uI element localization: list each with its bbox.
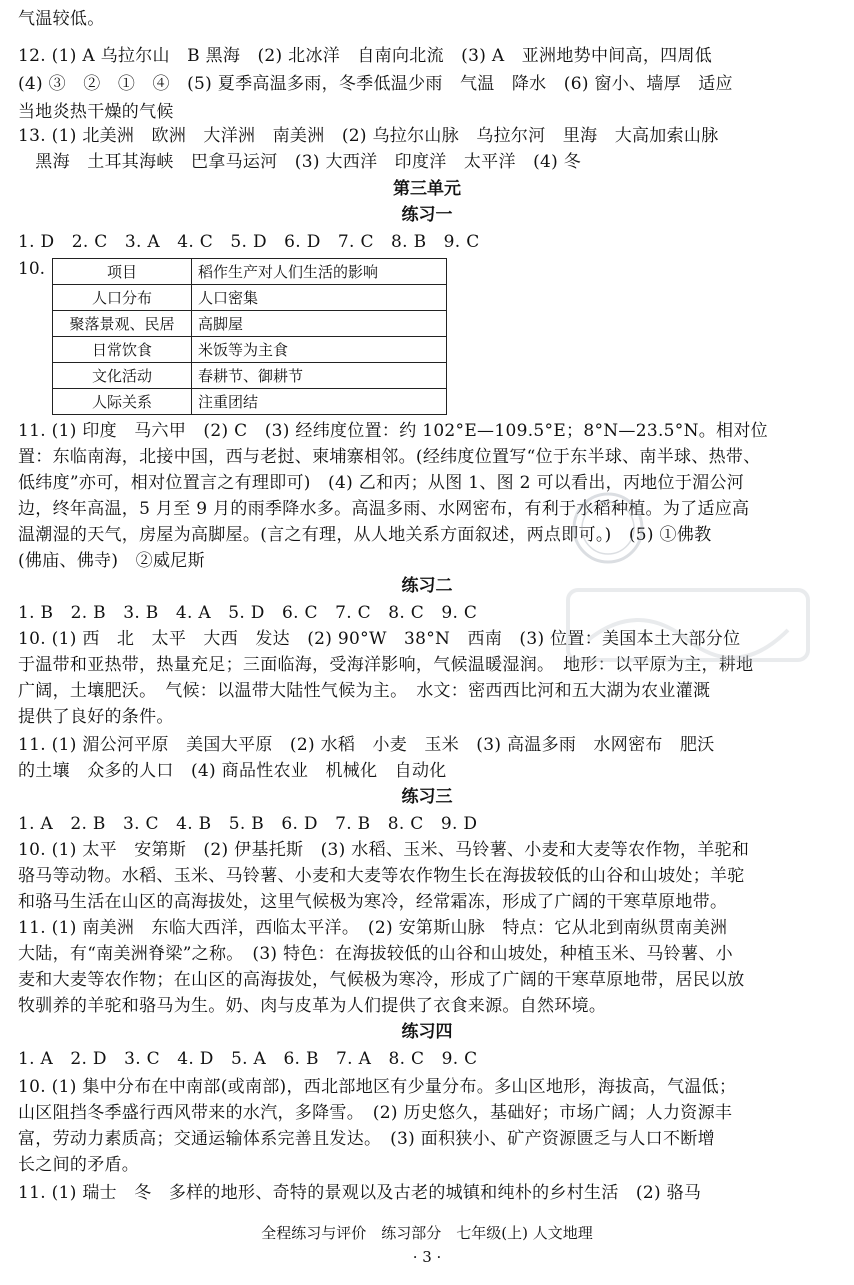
table-cell: 人口密集 (192, 285, 447, 311)
text-line: 的土壤 众多的人口 (4) 商品性农业 机械化 自动化 (18, 761, 447, 781)
text-line: (4) ③ ② ① ④ (5) 夏季高温多雨，冬季低温少雨 气温 降水 (6) 窗小、墙厚 适应 (18, 74, 733, 94)
text-line: 和骆马生活在山区的高海拔处，这里气候极为寒冷，经常霜冻，形成了广阔的干寒草原地带。 (18, 892, 728, 912)
text-line: 边，终年高温，5 月至 9 月的雨季降水多。高温多雨、水网密布，有利于水稻种植。为了适应高 (18, 499, 750, 519)
text-line: 气温较低。 (18, 9, 105, 29)
exercise-2-title: 练习二 (401, 576, 453, 596)
table-cell: 聚落景观、民居 (53, 311, 192, 337)
text-line: 富，劳动力素质高；交通运输体系完善且发达。 (3) 面积狭小、矿产资源匮乏与人口不断增 (18, 1129, 715, 1149)
text-line: 于温带和亚热带，热量充足；三面临海，受海洋影响，气候温暖湿润。 地形：以平原为主，耕地 (18, 655, 754, 675)
table-row (53, 363, 447, 389)
text-line: 牧驯养的羊驼和骆马为生。奶、肉与皮革为人们提供了衣食来源。自然环境。 (18, 996, 607, 1016)
table-cell: 高脚屋 (192, 311, 447, 337)
rice-impact-table (52, 258, 447, 415)
table-row (53, 285, 447, 311)
text-line: 当地炎热干燥的气候 (18, 102, 174, 122)
page-number: · 3 · (412, 1248, 442, 1266)
exercise-3-answers: 1. A 2. B 3. C 4. B 5. B 6. D 7. B 8. C 9. D (18, 814, 478, 834)
table-cell: 注重团结 (192, 389, 447, 415)
exercise-1-title: 练习一 (401, 205, 453, 225)
text-line: 温潮湿的天气，房屋为高脚屋。(言之有理，从人地关系方面叙述，两点即可。) (5) ①佛教 (18, 525, 712, 545)
text-line: 10. (1) 集中分布在中南部(或南部)，西北部地区有少量分布。多山区地形，海拔高，气温低； (18, 1077, 737, 1097)
unit-title: 第三单元 (393, 179, 461, 199)
table-header-cell: 稻作生产对人们生活的影响 (192, 259, 447, 285)
exercise-4-answers: 1. A 2. D 3. C 4. D 5. A 6. B 7. A 8. C 9. C (18, 1049, 478, 1069)
text-line: 大陆，有“南美洲脊梁”之称。 (3) 特色：在海拔较低的山谷和山坡处，种植玉米、马铃薯、小 (18, 944, 733, 964)
table-row (53, 337, 447, 363)
table-cell: 文化活动 (53, 363, 192, 389)
exercise-2-answers: 1. B 2. B 3. B 4. A 5. D 6. C 7. C 8. C 9. C (18, 603, 478, 623)
text-line: 13. (1) 北美洲 欧洲 大洋洲 南美洲 (2) 乌拉尔山脉 乌拉尔河 里海 大高加索山脉 (18, 126, 719, 146)
text-line: 低纬度”亦可，相对位置言之有理即可) (4) 乙和丙；从图 1、图 2 可以看出，丙地位于湄公河 (18, 473, 745, 493)
text-line: 11. (1) 瑞士 冬 多样的地形、奇特的景观以及古老的城镇和纯朴的乡村生活 (2) 骆马 (18, 1183, 702, 1203)
table-cell: 春耕节、御耕节 (192, 363, 447, 389)
text-line: 长之间的矛盾。 (18, 1155, 140, 1175)
text-line: (佛庙、佛寺) ②威尼斯 (18, 551, 205, 571)
page-footer: 全程练习与评价 练习部分 七年级(上) 人文地理 (261, 1224, 593, 1242)
text-line: 提供了良好的条件。 (18, 707, 174, 727)
table-cell: 米饭等为主食 (192, 337, 447, 363)
table-cell: 人口分布 (53, 285, 192, 311)
text-line: 11. (1) 印度 马六甲 (2) C (3) 经纬度位置：约 102°E—109.5°E；8°N—23.5°N。相对位 (18, 421, 768, 441)
text-line: 麦和大麦等农作物；在山区的高海拔处，气候极为寒冷，形成了广阔的干寒草原地带，居民以放 (18, 970, 745, 990)
text-line: 骆马等动物。水稻、玉米、马铃薯、小麦和大麦等农作物生长在海拔较低的山谷和山坡处；羊驼 (18, 866, 745, 886)
table-header-row (53, 259, 447, 285)
exercise-1-answers: 1. D 2. C 3. A 4. C 5. D 6. D 7. C 8. B 9. C (18, 232, 480, 252)
text-line: 11. (1) 南美洲 东临大西洋，西临太平洋。 (2) 安第斯山脉 特点：它从北到南纵贯南美洲 (18, 918, 728, 938)
table-cell: 日常饮食 (53, 337, 192, 363)
text-line: 12. (1) A 乌拉尔山 B 黑海 (2) 北冰洋 自南向北流 (3) A 亚洲地势中间高，四周低 (18, 46, 713, 66)
text-line: 广阔，土壤肥沃。 气候：以温带大陆性气候为主。 水文：密西西比河和五大湖为农业灌溉 (18, 681, 711, 701)
text-line: 10. (1) 太平 安第斯 (2) 伊基托斯 (3) 水稻、玉米、马铃薯、小麦和大麦等农作物，羊驼和 (18, 840, 750, 860)
table-row (53, 389, 447, 415)
table-cell: 人际关系 (53, 389, 192, 415)
table-header-cell: 项目 (53, 259, 192, 285)
text-line: 置：东临南海，北接中国，西与老挝、柬埔寨相邻。(经纬度位置写“位于东半球、南半球、热带、 (18, 447, 761, 467)
exercise-4-title: 练习四 (401, 1022, 453, 1042)
text-line: 10. (1) 西 北 太平 大西 发达 (2) 90°W 38°N 西南 (3) 位置：美国本土大部分位 (18, 629, 741, 649)
exercise-3-title: 练习三 (401, 787, 453, 807)
question-10-label: 10. (18, 259, 46, 279)
table-row (53, 311, 447, 337)
text-line: 山区阻挡冬季盛行西风带来的水汽，多降雪。 (2) 历史悠久，基础好；市场广阔；人力资源丰 (18, 1103, 733, 1123)
text-line: 黑海 土耳其海峡 巴拿马运河 (3) 大西洋 印度洋 太平洋 (4) 冬 (18, 152, 582, 172)
text-line: 11. (1) 湄公河平原 美国大平原 (2) 水稻 小麦 玉米 (3) 高温多雨 水网密布 肥沃 (18, 735, 715, 755)
